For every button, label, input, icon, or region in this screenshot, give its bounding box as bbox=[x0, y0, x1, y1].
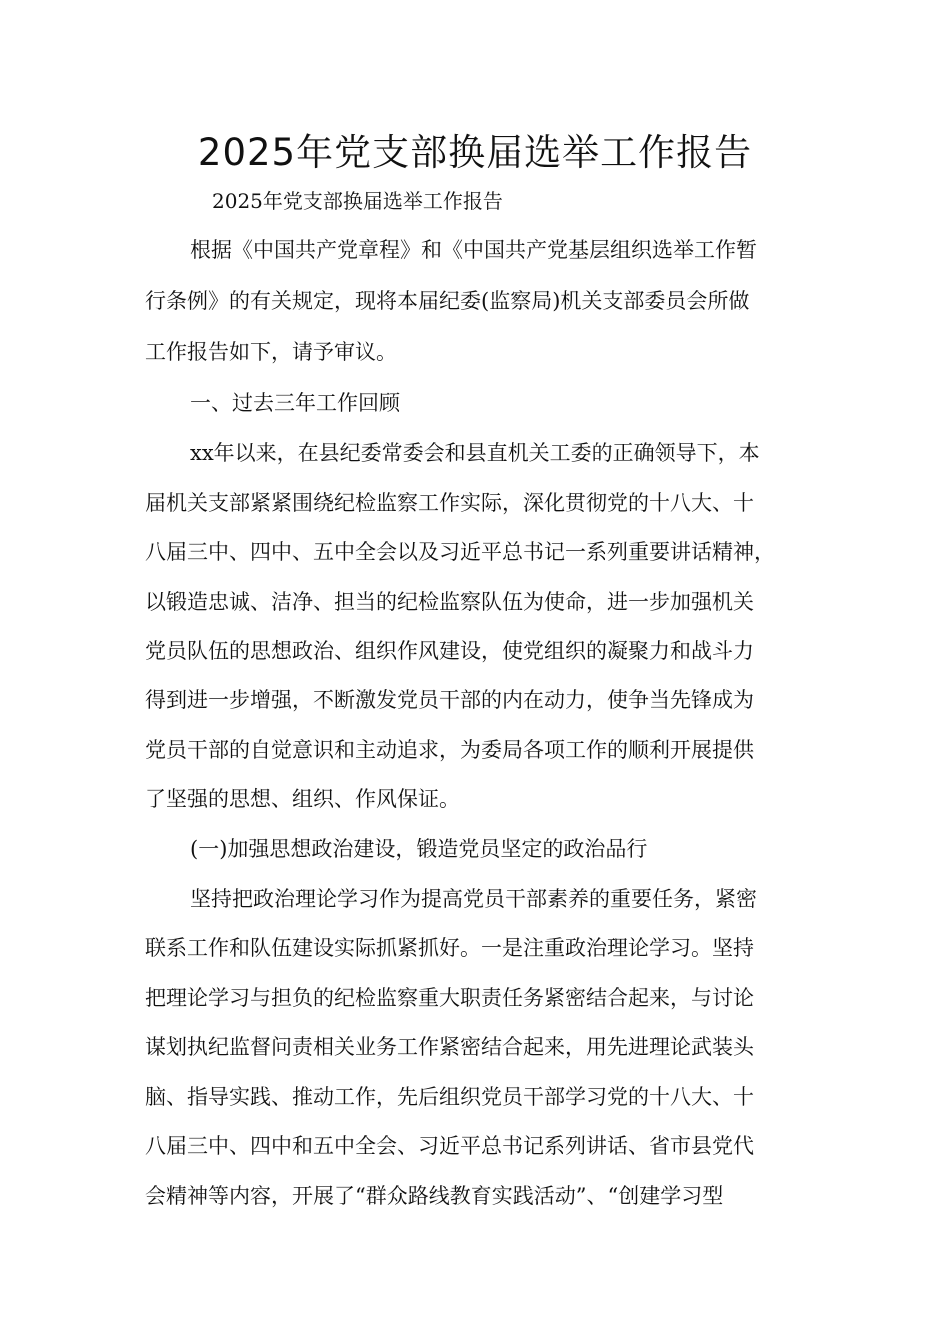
document-title: 2025年党支部换届选举工作报告 bbox=[197, 131, 753, 174]
text-line: 行条例》的有关规定，现将本届纪委(监察局)机关支部委员会所做 bbox=[145, 289, 750, 313]
text-line: 了坚强的思想、组织、作风保证。 bbox=[145, 787, 460, 811]
subsection-heading: (一)加强思想政治建设，锻造党员坚定的政治品行 bbox=[190, 837, 648, 861]
text-line: 脑、指导实践、推动工作，先后组织党员干部学习党的十八大、十 bbox=[145, 1085, 754, 1109]
text-line: 工作报告如下，请予审议。 bbox=[145, 340, 397, 364]
section-heading: 一、过去三年工作回顾 bbox=[190, 391, 400, 415]
text-line: 八届三中、四中和五中全会、习近平总书记系列讲话、省市县党代 bbox=[145, 1134, 754, 1158]
text-line: 党员干部的自觉意识和主动追求，为委局各项工作的顺利开展提供 bbox=[145, 738, 754, 762]
text-line: 以锻造忠诚、洁净、担当的纪检监察队伍为使命，进一步加强机关 bbox=[145, 590, 754, 614]
text-line: 会精神等内容，开展了“群众路线教育实践活动”、“创建学习型 bbox=[145, 1184, 724, 1208]
text-line: 党员队伍的思想政治、组织作风建设，使党组织的凝聚力和战斗力 bbox=[145, 639, 754, 663]
document-subtitle: 2025年党支部换届选举工作报告 bbox=[212, 189, 503, 213]
text-line: 得到进一步增强，不断激发党员干部的内在动力，使争当先锋成为 bbox=[145, 688, 754, 712]
text-line: 把理论学习与担负的纪检监察重大职责任务紧密结合起来，与讨论 bbox=[145, 986, 754, 1010]
text-line: 谋划执纪监督问责相关业务工作紧密结合起来，用先进理论武装头 bbox=[145, 1035, 754, 1059]
text-line: 八届三中、四中、五中全会以及习近平总书记一系列重要讲话精神， bbox=[145, 540, 775, 564]
text-line: 届机关支部紧紧围绕纪检监察工作实际，深化贯彻党的十八大、十 bbox=[145, 491, 754, 515]
text-line: xx年以来，在县纪委常委会和县直机关工委的正确领导下，本 bbox=[190, 441, 760, 465]
text-line: 根据《中国共产党章程》和《中国共产党基层组织选举工作暂 bbox=[190, 238, 757, 262]
text-line: 坚持把政治理论学习作为提高党员干部素养的重要任务，紧密 bbox=[190, 887, 757, 911]
text-line: 联系工作和队伍建设实际抓紧抓好。一是注重政治理论学习。坚持 bbox=[145, 936, 754, 960]
